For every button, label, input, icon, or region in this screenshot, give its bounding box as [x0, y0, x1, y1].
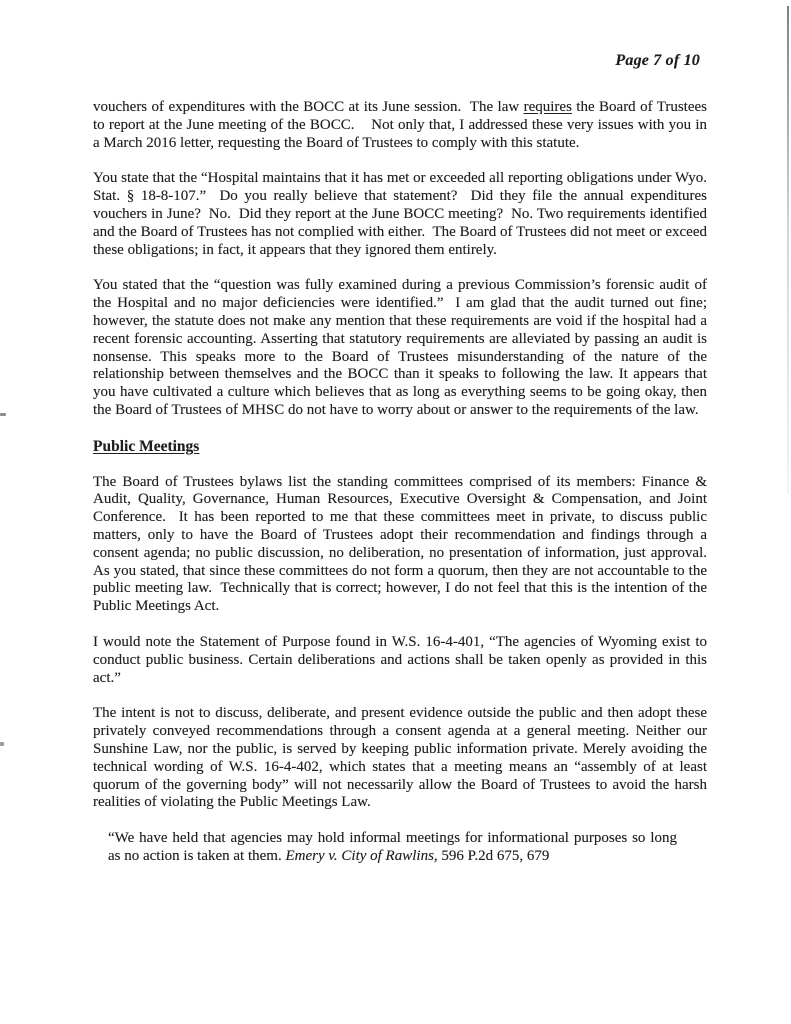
text-run: You stated that the “question was fully examined during a previous Commission’s forensic audit of the Hospital and no major deficiencies were identified.” I am glad that the audit turned out fine; however, the statute does not make any mention that these requirements are void if the hospital had a recent forensic accounting. Asserting that statutory requirements are alleviated by passing an audit is nonsense. This speaks more to the Board of Trustees misunderstanding of the nature of the relationship between themselves and the BOCC than it speaks to following the law. It appears that you have cultivated a culture which believes that as long as everything seems to be going okay, then the Board of Trustees of MHSC do not have to worry about or answer to the requirements of the law. — [93, 277, 711, 418]
document-body — [93, 99, 719, 866]
paragraph-2 — [93, 170, 711, 259]
paragraph-5 — [93, 473, 719, 616]
section-heading — [93, 438, 707, 456]
page-number: Page 7 of 10 — [615, 52, 700, 69]
text-run: You state that the “Hospital maintains that it has met or exceeded all reporting obligations under Wyo. Stat. § 18-8-107.” Do you really believe that statement? Did they file the annual expenditures vouchers in June? No. Did they report at the June BOCC meeting? No. Two requirements identified and the Board of Trustees has not complied with either. The Board of Trustees did not meet or exceed these obligations; in fact, it appears that they ignored them entirely. — [93, 170, 711, 258]
scan-artifact-right-edge-line — [787, 6, 789, 494]
text-run: I would note the Statement of Purpose found in W.S. 16-4-401, “The agencies of Wyoming exist to conduct public business. Certain deliberations and actions shall be taken openly as provided in this act.” — [93, 633, 711, 686]
text-run: the Board of Trustees to report at the June meeting of the BOCC. Not only that, I addressed these very issues with you in a March 2016 letter, requesting the Board of Trustees to comply with this statute. — [93, 99, 711, 151]
text-run: 596 P.2d 675, 679 — [437, 847, 550, 864]
text-run: “We have held that agencies may hold informal meetings for informational purposes so long as no action is taken at them. — [108, 830, 681, 864]
text-run: requires — [523, 99, 572, 115]
paragraph-1 — [93, 99, 711, 152]
text-run: The Board of Trustees bylaws list the standing committees comprised of its members: Finance & Audit, Quality, Governance, Human Resources, Executive Oversight & Compensation, and Joint Conference. It has been reported to me that these committees meet in private, to discuss public matters, only to have the Board of Trustees adopt their recommendation and findings through a consent agenda; no public discussion, no deliberation, no presentation of information, just approval. As you stated, that since these committees do not form a quorum, then they are not accountable to the public meeting law. Technically that is correct; however, I do not feel that this is the intention of the Public Meetings Act. — [93, 473, 719, 615]
scan-artifact-left-dash-bottom — [0, 742, 4, 746]
text-run: The intent is not to discuss, deliberate, and present evidence outside the public and then adopt these privately conveyed recommendations through a consent agenda at a general meeting. Neither our Sunshine Law, nor the public, is served by keeping public information private. Merely avoiding the technical wording of W.S. 16-4-402, which states that a meeting means an “assembly of at least quorum of the governing body” will not necessarily allow the Board of Trustees to avoid the harsh realities of violating the Public Meetings Law. — [93, 705, 711, 811]
text-run: Emery v. City of Rawlins, — [285, 847, 438, 864]
case-citation-quote — [108, 830, 681, 866]
scan-artifact-left-dash-top — [0, 413, 6, 416]
paragraph-3 — [93, 277, 711, 419]
paragraph-6 — [93, 633, 711, 687]
text-run: vouchers of expenditures with the BOCC at its June session. The law — [93, 99, 524, 115]
letter-content — [93, 52, 719, 884]
paragraph-7 — [93, 705, 711, 812]
text-run: Public Meetings — [93, 437, 200, 455]
